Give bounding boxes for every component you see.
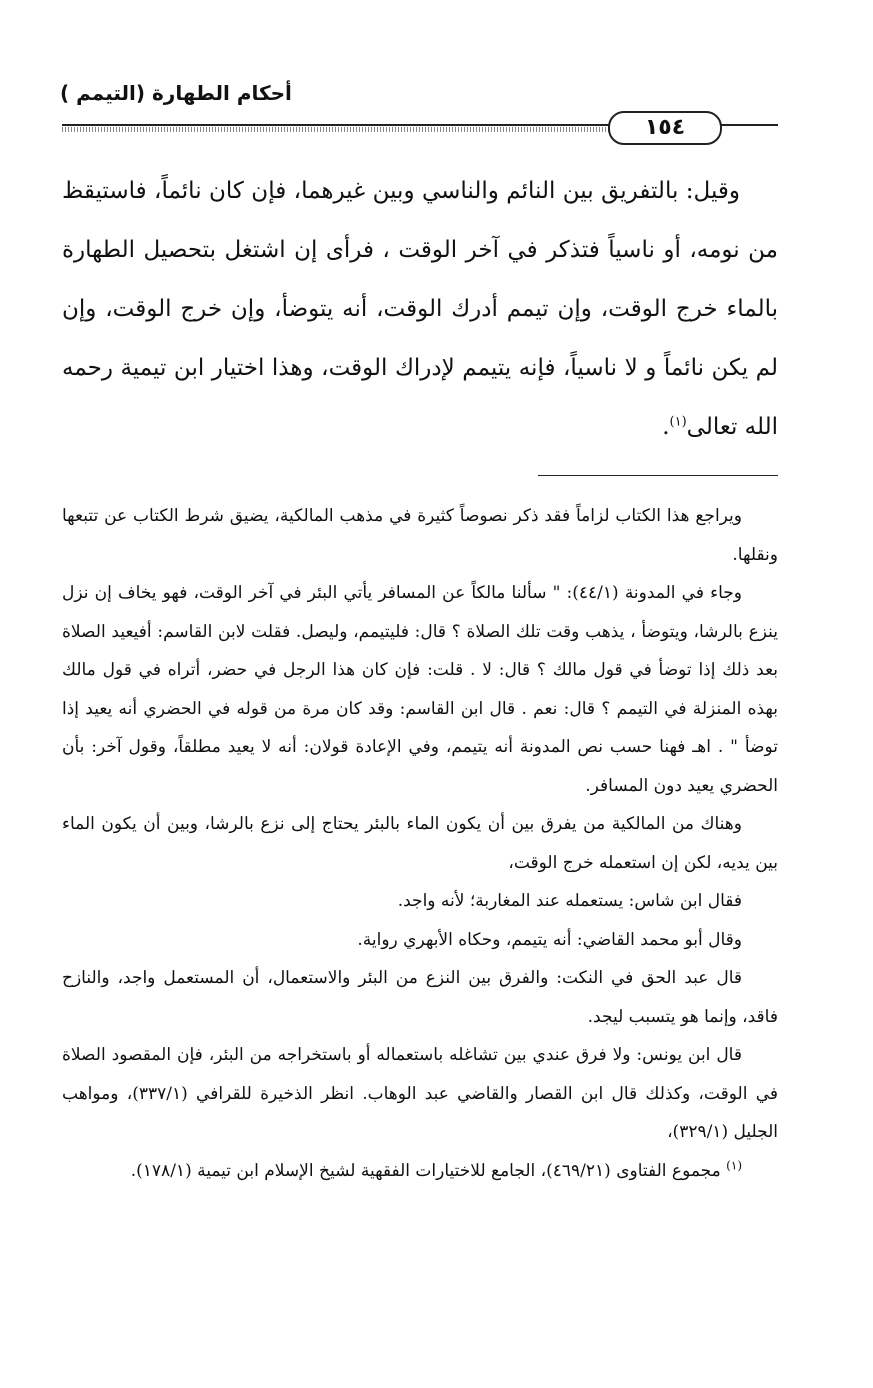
footnote-paragraph: ويراجع هذا الكتاب لزاماً فقد ذكر نصوصاً كثيرة في مذهب المالكية، يضيق شرط الكتاب عن تتبعها ونقلها. xyxy=(62,506,778,565)
main-paragraph xyxy=(62,162,778,457)
footnote-1 xyxy=(62,1152,778,1191)
header-rule-hatch xyxy=(62,127,610,132)
running-header-title: أحكام الطهارة (التيمم ) xyxy=(60,81,292,105)
footnote-paragraph: فقال ابن شاس: يستعمله عند المغاربة؛ لأنه واجد. xyxy=(397,891,742,911)
footnote-1-number: (١) xyxy=(726,1157,742,1172)
footnote-paragraph: وقال أبو محمد القاضي: أنه يتيمم، وحكاه الأبهري رواية. xyxy=(357,929,742,950)
footnote-paragraph: قال عبد الحق في النكت: والفرق بين النزع من البئر والاستعمال، أن المستعمل واجد، والنازح فاقد، وإنما هو يتسبب ليجد. xyxy=(62,968,778,1027)
footnote-paragraph: وهناك من المالكية من يفرق بين أن يكون الماء بالبئر يحتاج إلى نزع بالرشا، وبين أن يكون الماء بين يديه، لكن إن استعمله خرج الوقت، xyxy=(62,814,778,873)
footnote-separator xyxy=(538,475,778,476)
main-paragraph-end: . xyxy=(662,414,670,440)
main-text xyxy=(62,162,778,457)
footnote-paragraph: وجاء في المدونة (٤٤/١): " سألنا مالكاً عن المسافر يأتي البئر في آخر الوقت، فهو يخاف إن نزل ينزع بالرشا، ويتوضأ ، يذهب وقت تلك الصلاة ؟ قال: فليتيمم، وليصل. فقلت لابن القاسم: أفيعيد الصلاة بعد ذلك إذا توضأ في قول مالك ؟ قال: لا . قلت: فإن كان هذا الرجل في حضر، أتراه في قول مالك بهذه المنزلة في التيمم ؟ قال: نعم . قال ابن القاسم: وقد كان مرة من قوله في الحضري أنه يعيد إذا توضأ " . اهـ فهنا حسب نص المدونة أنه يتيمم، وفي الإعادة قولان: أنه لا يعيد مطلقاً، وقول آخر: بأن الحضري يعيد دون المسافر. xyxy=(62,583,779,796)
footnote-1-text: مجموع الفتاوى (٤٦٩/٢١)، الجامع للاختيارات الفقهية لشيخ الإسلام ابن تيمية (١٧٨/١). xyxy=(130,1160,721,1181)
footnote-reference[interactable]: (١) xyxy=(669,414,687,430)
footnote-paragraph: قال ابن يونس: ولا فرق عندي بين تشاغله باستعماله أو باستخراجه من البئر، فإن المقصود الصلاة في الوقت، وكذلك قال ابن القصار والقاضي عبد الوهاب. انظر الذخيرة للقرافي (٣٣٧/١)، ومواهب الجليل (٣٢٩/١)، xyxy=(62,1045,778,1142)
page-number-badge: ١٥٤ xyxy=(608,111,722,145)
main-paragraph-text: وقيل: بالتفريق بين النائم والناسي وبين غيرهما، فإن كان نائماً، فاستيقظ من نومه، أو ناسياً فتذكر في آخر الوقت ، فرأى إن اشتغل بتحصيل الطهارة بالماء خرج الوقت، وإن تيمم أدرك الوقت، أنه يتوضأ، وإن خرج الوقت، وإن لم يكن نائماً و لا ناسياً، فإنه يتيمم لإدراك الوقت، وهذا اختيار ابن تيمية رحمه الله تعالى xyxy=(62,178,778,440)
footnotes xyxy=(62,497,778,1190)
